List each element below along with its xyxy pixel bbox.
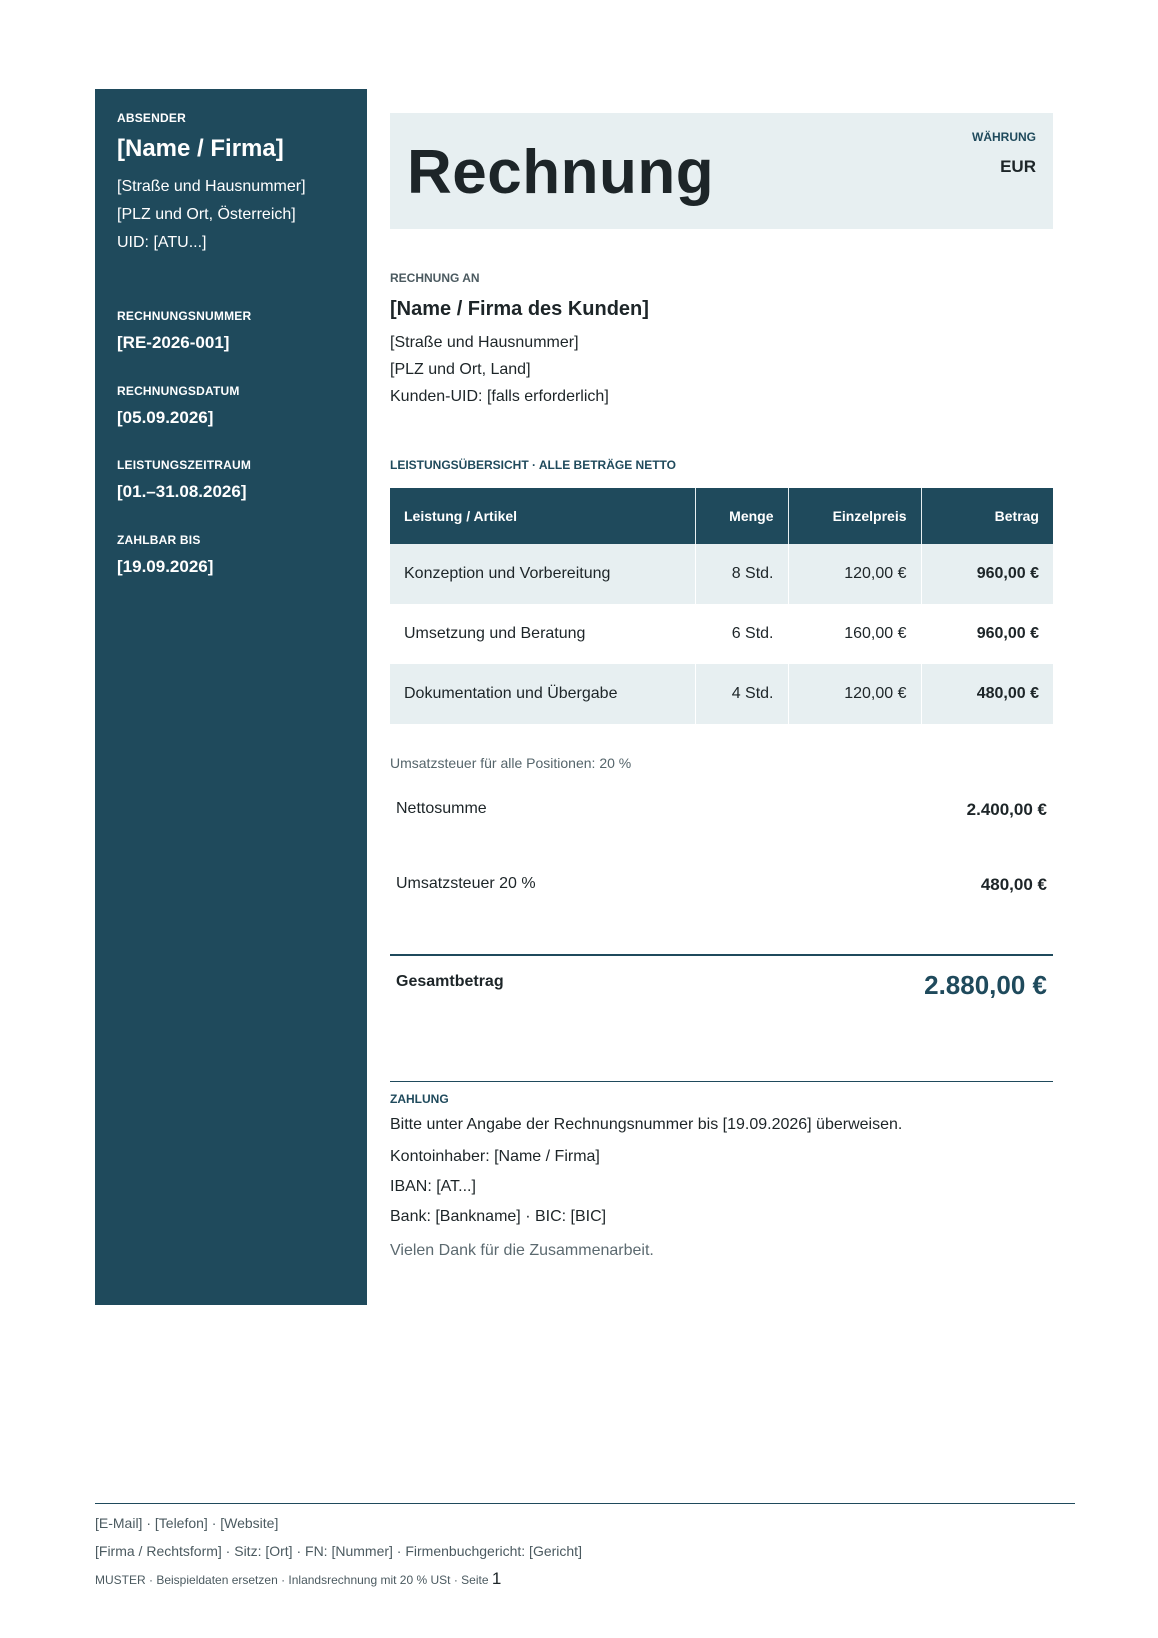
row-price: 120,00 € [788, 544, 921, 604]
iban: IBAN: [AT...] [390, 1178, 476, 1195]
row-item: Konzeption und Vorbereitung [390, 544, 695, 604]
customer-block [390, 271, 1053, 407]
table-row [390, 604, 1053, 664]
account-holder: Kontoinhaber: [Name / Firma] [390, 1148, 600, 1165]
sender-street: [Straße und Hausnummer] [117, 178, 306, 195]
currency-label: WÄHRUNG [972, 130, 1036, 144]
net-total-label: Nettosumme [396, 800, 487, 817]
customer-city: [PLZ und Ort, Land] [390, 361, 531, 378]
customer-street: [Straße und Hausnummer] [390, 334, 579, 351]
vat-note-wrap [390, 755, 1053, 771]
payment-instruction: Bitte unter Angabe der Rechnungsnummer bis [19.09.2026] überweisen. [390, 1116, 903, 1133]
grand-total-label: Gesamtbetrag [396, 973, 504, 990]
row-qty: 6 Std. [695, 604, 788, 664]
customer-name: [Name / Firma des Kunden] [390, 298, 649, 320]
row-item: Umsetzung und Beratung [390, 604, 695, 664]
due-date-label: ZAHLBAR BIS [117, 533, 201, 547]
items-table [390, 488, 1053, 724]
footer-divider [95, 1503, 1075, 1504]
col-item: Leistung / Artikel [390, 488, 695, 544]
page-number: 1 [491, 1569, 502, 1588]
bank-bic: Bank: [Bankname] · BIC: [BIC] [390, 1208, 607, 1225]
sender-sidebar [95, 89, 367, 1305]
invoice-number-label: RECHNUNGSNUMMER [117, 309, 252, 323]
net-total-value: 2.400,00 € [966, 800, 1047, 819]
sender-city: [PLZ und Ort, Österreich] [117, 206, 296, 223]
row-qty: 4 Std. [695, 664, 788, 724]
col-qty: Menge [695, 488, 788, 544]
grand-total-value: 2.880,00 € [924, 970, 1047, 1000]
service-period-block [117, 458, 251, 502]
table-row [390, 664, 1053, 724]
vat-note: Umsatzsteuer für alle Positionen: 20 % [390, 755, 632, 771]
invoice-number-value: [RE-2026-001] [117, 333, 230, 352]
grand-total-divider [390, 954, 1053, 956]
vat-total-label: Umsatzsteuer 20 % [396, 875, 536, 892]
currency-value: EUR [1000, 157, 1036, 176]
items-table-wrap [390, 488, 1053, 724]
invoice-number-block [117, 309, 251, 353]
page-title: Rechnung [407, 138, 715, 207]
row-item: Dokumentation und Übergabe [390, 664, 695, 724]
invoice-date-block [117, 384, 240, 428]
payment-divider [390, 1081, 1053, 1082]
footer-company: [Firma / Rechtsform] · Sitz: [Ort] · FN: [Nummer] · Firmenbuchgericht: [Gericht] [95, 1543, 582, 1559]
payment-label: ZAHLUNG [390, 1092, 449, 1106]
invoice-date-label: RECHNUNGSDATUM [117, 384, 240, 398]
footer-contact: [E-Mail] · [Telefon] · [Website] [95, 1515, 279, 1531]
service-period-value: [01.–31.08.2026] [117, 482, 247, 501]
invoice-header [390, 113, 1053, 229]
vat-total-value: 480,00 € [980, 875, 1047, 894]
payment-block [390, 1092, 1053, 1260]
table-header-row [390, 488, 1053, 544]
row-qty: 8 Std. [695, 544, 788, 604]
customer-uid: Kunden-UID: [falls erforderlich] [390, 388, 609, 405]
items-section-label: LEISTUNGSÜBERSICHT · ALLE BETRÄGE NETTO [390, 458, 677, 472]
footer-note-line [95, 1569, 501, 1589]
col-amount: Betrag [921, 488, 1053, 544]
customer-label: RECHNUNG AN [390, 271, 480, 285]
service-period-label: LEISTUNGSZEITRAUM [117, 458, 252, 472]
footer-note: MUSTER · Beispieldaten ersetzen · Inlandsrechnung mit 20 % USt · Seite [95, 1573, 489, 1587]
row-amount: 960,00 € [921, 544, 1053, 604]
sender-uid: UID: [ATU...] [117, 234, 207, 251]
row-amount: 960,00 € [921, 604, 1053, 664]
table-row [390, 544, 1053, 604]
row-price: 120,00 € [788, 664, 921, 724]
invoice-date-value: [05.09.2026] [117, 408, 214, 427]
row-price: 160,00 € [788, 604, 921, 664]
sender-label: ABSENDER [117, 111, 186, 125]
due-date-block [117, 533, 213, 577]
items-section-label-wrap [390, 458, 1053, 472]
sender-name: [Name / Firma] [117, 135, 284, 162]
col-price: Einzelpreis [788, 488, 921, 544]
row-amount: 480,00 € [921, 664, 1053, 724]
due-date-value: [19.09.2026] [117, 557, 214, 576]
thanks-note: Vielen Dank für die Zusammenarbeit. [390, 1242, 654, 1259]
